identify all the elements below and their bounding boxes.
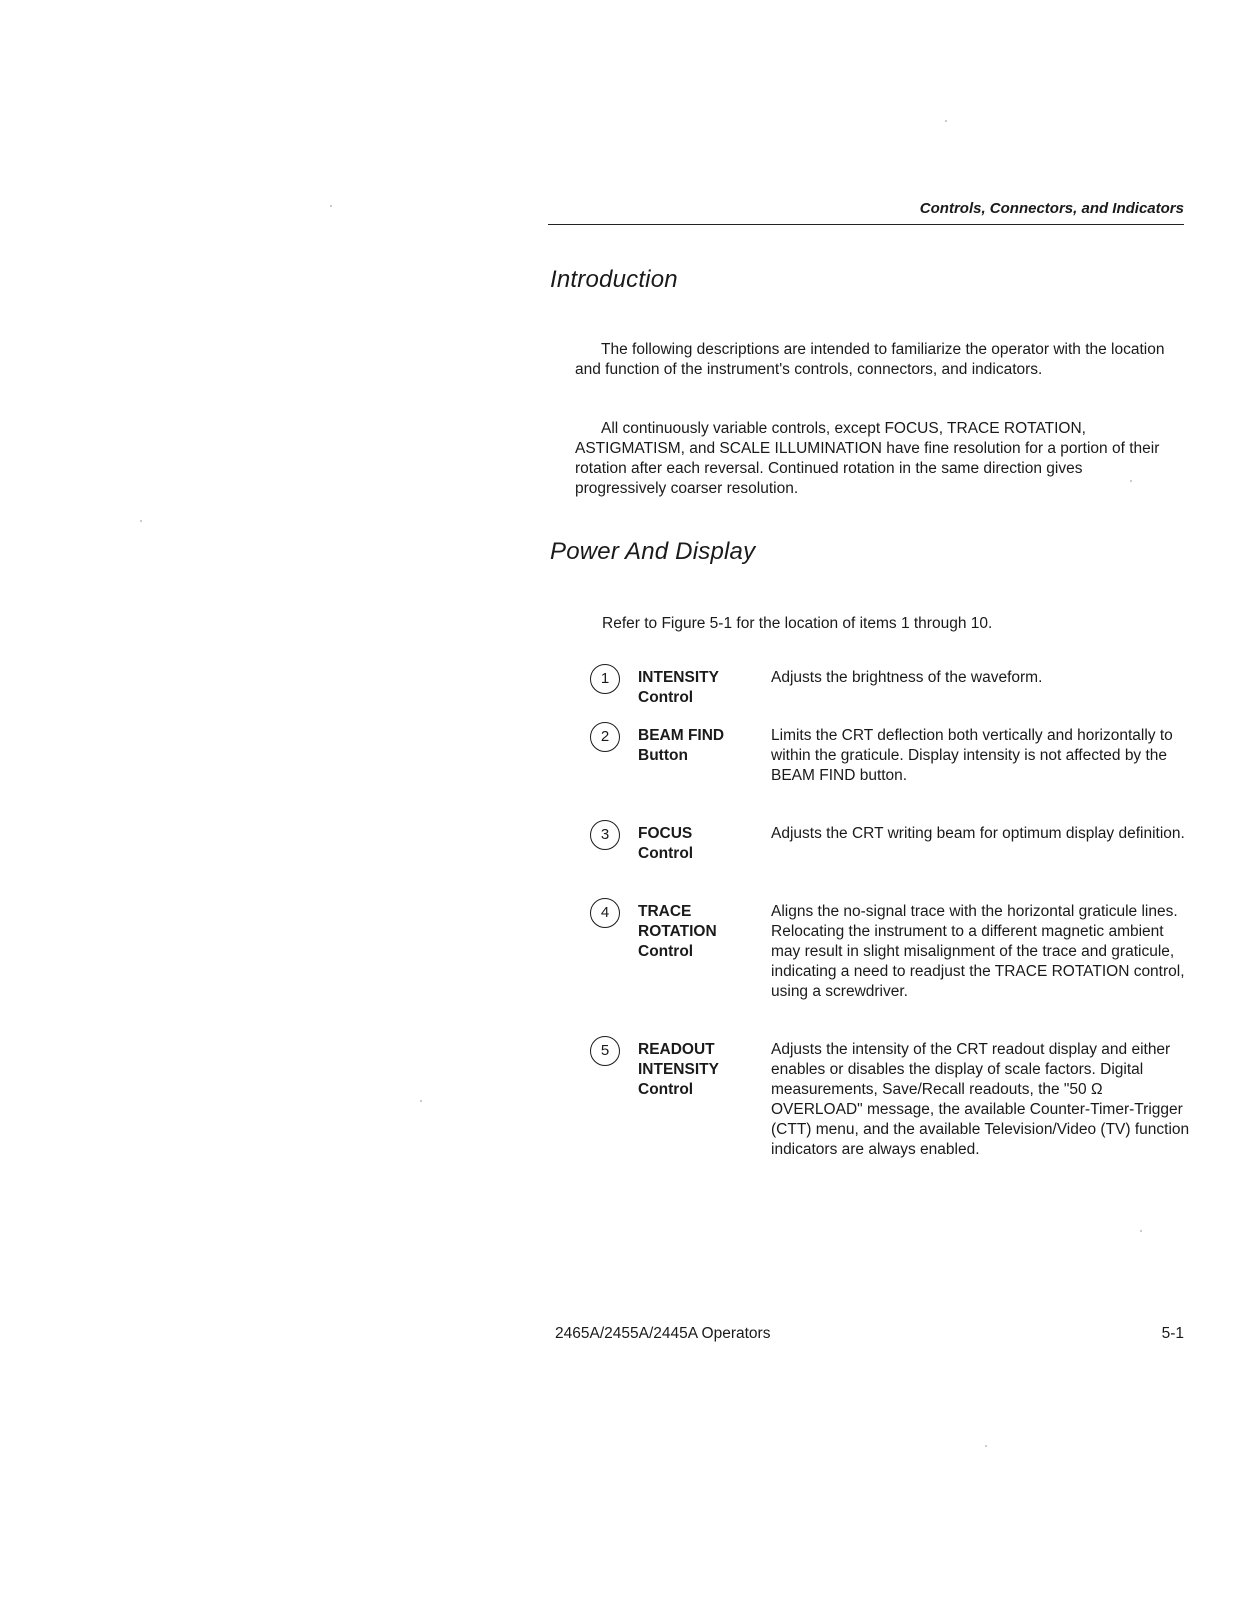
manual-name-footer: 2465A/2455A/2445A Operators bbox=[555, 1325, 771, 1342]
control-label: INTENSITY Control bbox=[638, 669, 719, 706]
power-display-heading: Power And Display bbox=[550, 538, 756, 565]
control-description: Adjusts the intensity of the CRT readout display and either enables or disables the display of scale factors. Digital measurements, Save/Recall readouts, the "50 Ω OVERLOAD" message, the available Counter-Timer-Trigger (CTT) menu, and the available Television/Video (TV) function indicators are always enabled. bbox=[771, 1041, 1190, 1158]
introduction-heading: Introduction bbox=[550, 266, 678, 293]
running-header: Controls, Connectors, and Indicators bbox=[919, 200, 1184, 217]
control-label: BEAM FIND Button bbox=[638, 727, 725, 764]
control-label: TRACE ROTATION Control bbox=[638, 903, 717, 960]
scan-speck bbox=[420, 1100, 422, 1102]
scan-speck bbox=[330, 205, 332, 207]
intro-paragraph-2: All continuously variable controls, except FOCUS, TRACE ROTATION, ASTIGMATISM, and SCALE ILLUMINATION have fine resolution for a portion of their rotation after each reversal. Continued rotation in the same direction gives progressively coarser resolution. bbox=[575, 420, 1160, 497]
control-description: Adjusts the brightness of the waveform. bbox=[771, 669, 1043, 686]
intro-paragraph-1: The following descriptions are intended to familiarize the operator with the location and function of the instrument's controls, connectors, and indicators. bbox=[575, 341, 1165, 378]
item-number-badge: 2 bbox=[590, 722, 620, 752]
page-number: 5-1 bbox=[1161, 1325, 1184, 1342]
scan-speck bbox=[1130, 480, 1132, 482]
item-number-badge: 1 bbox=[590, 664, 620, 694]
scan-speck bbox=[1140, 1230, 1142, 1232]
control-label: FOCUS Control bbox=[638, 825, 694, 862]
scan-speck bbox=[985, 1445, 987, 1447]
item-number-badge: 5 bbox=[590, 1036, 620, 1066]
scan-speck bbox=[140, 520, 142, 522]
figure-reference: Refer to Figure 5-1 for the location of items 1 through 10. bbox=[602, 615, 993, 632]
item-number-badge: 4 bbox=[590, 898, 620, 928]
header-rule bbox=[548, 224, 1184, 225]
control-description: Adjusts the CRT writing beam for optimum display definition. bbox=[771, 825, 1185, 842]
item-number-badge: 3 bbox=[590, 820, 620, 850]
control-label: READOUT INTENSITY Control bbox=[638, 1041, 719, 1098]
scan-speck bbox=[945, 120, 947, 122]
control-description: Aligns the no-signal trace with the horizontal graticule lines. Relocating the instrument to a different magnetic ambient may result in slight misalignment of the trace and graticule, indicating a need to readjust the TRACE ROTATION control, using a screwdriver. bbox=[771, 903, 1185, 1000]
control-description: Limits the CRT deflection both vertically and horizontally to within the graticule. Display intensity is not affected by the BEAM FIND button. bbox=[771, 727, 1173, 784]
